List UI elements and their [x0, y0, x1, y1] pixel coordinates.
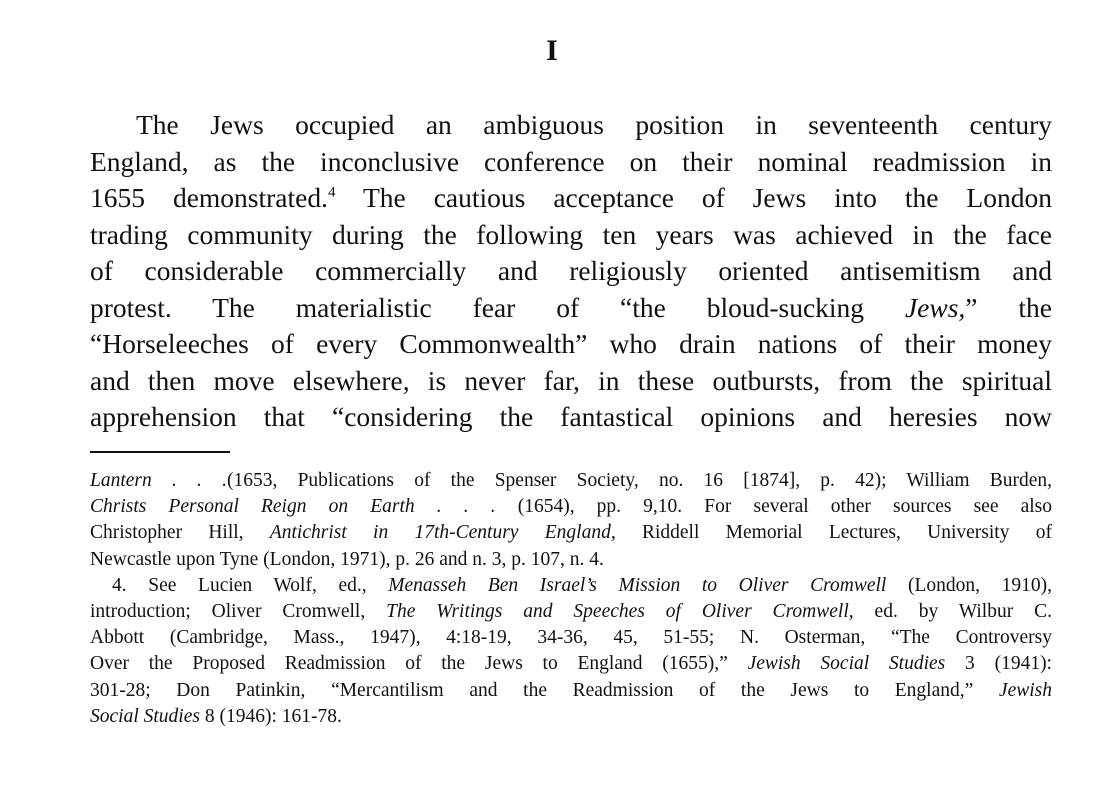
body-line-1: The Jews occupied an ambiguous position in seventeenth century [136, 109, 1052, 140]
footnote-divider [90, 451, 230, 453]
body-line-6: protest. The materialistic fear of “the bloud-sucking Jews,” the [90, 291, 1052, 323]
footnotes [90, 468, 1052, 730]
footnote-4 [90, 573, 1052, 730]
body-line-5: of considerable commercially and religiously oriented antisemitism and [90, 255, 1052, 286]
footnote-line: Abbott (Cambridge, Mass., 1947), 4:18-19, 34-36, 45, 51-55; N. Osterman, “The Controversy [90, 627, 1052, 649]
footnote-reference-4: 4 [327, 184, 336, 201]
footnote-line: Over the Proposed Readmission of the Jews to England (1655),” Jewish Social Studies 3 (1941): [90, 653, 1052, 675]
footnote-line: Newcastle upon Tyne (London, 1971), p. 26 and n. 3, p. 107, n. 4. [90, 548, 604, 570]
footnote-3-continued [90, 468, 1052, 573]
body-line-4: trading community during the following ten years was achieved in the face [90, 218, 1052, 250]
body-line-9: apprehension that “considering the fantastical opinions and heresies now [90, 401, 1052, 432]
footnote-line: Social Studies 8 (1946): 161-78. [90, 705, 342, 727]
footnote-line: Christopher Hill, Antichrist in 17th-Century England, Riddell Memorial Lectures, University of [90, 522, 1052, 544]
body-line-2: England, as the inconclusive conference on their nominal readmission in [90, 145, 1052, 177]
footnote-line: Christs Personal Reign on Earth . . . (1654), pp. 9,10. For several other sources see also [90, 496, 1053, 518]
footnote-line: introduction; Oliver Cromwell, The Writings and Speeches of Oliver Cromwell, ed. by Wilbur C. [90, 601, 1052, 623]
footnote-line: 301-28; Don Patinkin, “Mercantilism and the Readmission of the Jews to England,” Jewish [90, 679, 1052, 701]
section-number: I [546, 34, 558, 67]
body-line-7: “Horseleeches of every Commonwealth” who drain nations of their money [90, 328, 1052, 359]
body-line-8: and then move elsewhere, is never far, in these outbursts, from the spiritual [90, 364, 1052, 396]
footnote-line: Lantern . . .(1653, Publications of the Spenser Society, no. 16 [1874], p. 42); William Burden, [90, 470, 1052, 491]
footnote-line: 4. See Lucien Wolf, ed., Menasseh Ben Israel’s Mission to Oliver Cromwell (London, 1910), [112, 574, 1052, 596]
body-line-3: 1655 demonstrated.$^4$ The cautious acceptance of Jews into the London [90, 182, 1052, 213]
body-paragraph [90, 107, 1052, 436]
